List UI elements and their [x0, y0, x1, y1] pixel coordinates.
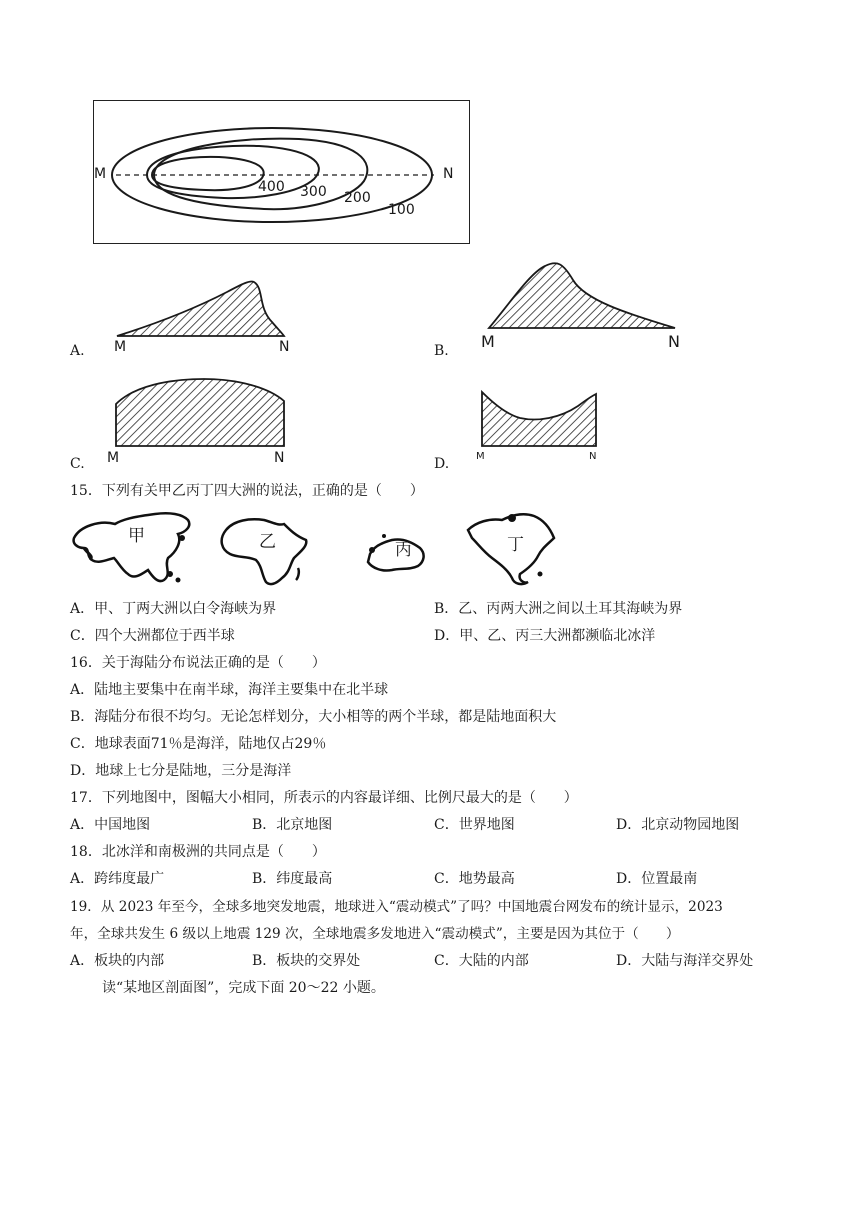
q19-stem-line1: 19．从 2023 年至今，全球多地突发地震，地球进入“震动模式”了吗？中国地震台网发布的统计显示，2023	[70, 899, 723, 915]
section-instruction: 读“某地区剖面图”，完成下面 20～22 小题。	[102, 980, 385, 996]
continent-jia-label: 甲	[128, 526, 145, 546]
option-label: A.	[70, 343, 85, 359]
profile-d-m: M	[476, 451, 485, 462]
profile-c-diagram	[114, 376, 289, 448]
q16-option-c: C．地球表面71％是海洋，陆地仅占29％	[70, 736, 327, 752]
q17-option-c: C．世界地图	[434, 817, 515, 833]
continent-ding-label: 丁	[507, 535, 524, 555]
profile-a-m: M	[114, 339, 127, 355]
profile-b-diagram	[485, 258, 680, 333]
point-m-label: M	[94, 166, 107, 182]
q16-stem: 16．关于海陆分布说法正确的是（ ）	[70, 655, 326, 671]
profile-d-n: N	[589, 451, 597, 462]
q17-stem: 17．下列地图中，图幅大小相同，所表示的内容最详细、比例尺最大的是（ ）	[70, 790, 578, 806]
profile-b-m: M	[481, 332, 495, 351]
q16-option-b: B．海陆分布很不均匀。无论怎样划分，大小相等的两个半球，都是陆地面积大	[70, 709, 557, 725]
q15-option-b: B．乙、丙两大洲之间以土耳其海峡为界	[434, 601, 683, 617]
option-label: C.	[70, 456, 85, 472]
q15-option-c: C．四个大洲都位于西半球	[70, 628, 235, 644]
contour-label: 400	[258, 179, 285, 195]
continent-bing-label: 丙	[395, 540, 412, 560]
contour-label: 200	[344, 190, 371, 206]
q18-option-b: B．纬度最高	[252, 871, 333, 887]
q18-option-a: A．跨纬度最广	[70, 871, 165, 887]
q19-option-d: D．大陆与海洋交界处	[616, 953, 754, 969]
option-label: D.	[434, 456, 450, 472]
continent-yi-label: 乙	[259, 532, 276, 552]
option-label: B.	[434, 343, 449, 359]
profile-c-n: N	[274, 450, 285, 466]
q15-option-d: D．甲、乙、丙三大洲都濒临北冰洋	[434, 628, 656, 644]
q15-option-a: A．甲、丁两大洲以白令海峡为界	[70, 601, 277, 617]
q18-stem: 18．北冰洋和南极洲的共同点是（ ）	[70, 844, 326, 860]
profile-a-n: N	[279, 339, 290, 355]
q17-option-d: D．北京动物园地图	[616, 817, 740, 833]
q19-option-b: B．板块的交界处	[252, 953, 361, 969]
q15-stem: 15．下列有关甲乙丙丁四大洲的说法，正确的是（ ）	[70, 483, 424, 499]
profile-b-n: N	[668, 332, 680, 351]
q16-option-a: A．陆地主要集中在南半球，海洋主要集中在北半球	[70, 682, 389, 698]
profile-a-diagram	[112, 270, 292, 340]
contour-map	[93, 100, 470, 244]
q19-option-c: C．大陆的内部	[434, 953, 529, 969]
profile-c-m: M	[107, 450, 120, 466]
q19-option-a: A．板块的内部	[70, 953, 165, 969]
profile-d-diagram	[480, 388, 600, 448]
point-n-label: N	[443, 166, 454, 182]
q19-stem-line2: 年，全球共发生 6 级以上地震 129 次，全球地震多发地进入“震动模式”，主要是因为其位于（ ）	[70, 926, 680, 942]
contour-label: 300	[300, 184, 327, 200]
q17-option-b: B．北京地图	[252, 817, 333, 833]
q18-option-d: D．位置最南	[616, 871, 698, 887]
q16-option-d: D．地球上七分是陆地，三分是海洋	[70, 763, 292, 779]
contour-label: 100	[388, 202, 415, 218]
continent-jia-icon	[70, 508, 195, 588]
q18-option-c: C．地势最高	[434, 871, 515, 887]
q17-option-a: A．中国地图	[70, 817, 151, 833]
